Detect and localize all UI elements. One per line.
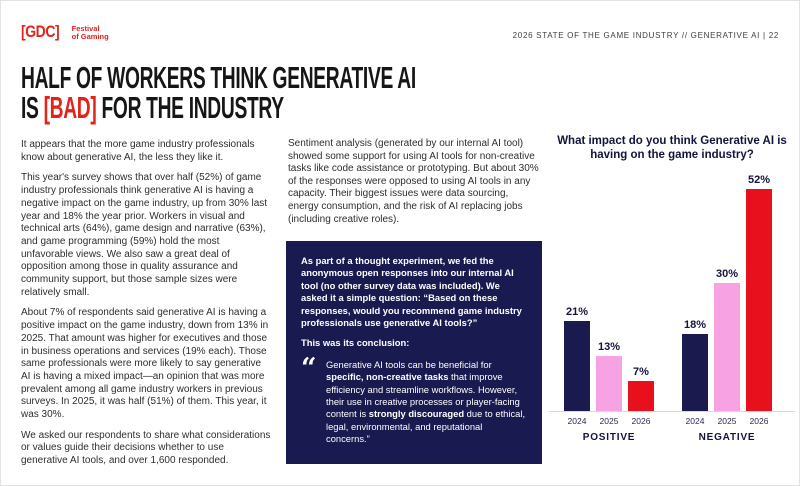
chart-bars (549, 162, 795, 412)
gdc-logo-tagline (72, 25, 109, 41)
year-tick-label: 2025 (717, 416, 737, 426)
chart-group-years-negative (682, 416, 772, 426)
bar-positive-2024 (564, 321, 590, 411)
quote-text (326, 359, 527, 446)
year-tick-label: 2024 (685, 416, 705, 426)
quote-bold-segment: specific, non-creative tasks (326, 371, 449, 383)
body-paragraph: This year's survey shows that over half (52%) of game industry professionals think generative AI is having a negative impact on the game industry, up from 30% last year and 18% the year prior. Workers in visual and technical arts (64%), game design and narrative (63%), and game programming (59%) hold the most unfavorable views. We also saw a great deal of opposition among those in quality assurance and community support, but those sample sizes were relatively small. (21, 172, 268, 298)
bar-negative-2025 (714, 283, 740, 411)
callout-experiment-text: As part of a thought experiment, we fed the anonymous open responses into our internal AI tool (no other survey data was included). We asked it a simple question: “Based on these responses, would you recommend game industry professionals use generative AI tools?” (301, 255, 522, 329)
page-title-line1: HALF OF WORKERS THINK GENERATIVE AI (21, 60, 416, 95)
page-title-line2-post: FOR THE INDUSTRY (96, 90, 284, 125)
report-breadcrumb: 2026 STATE OF THE GAME INDUSTRY // GENERATIVE AI | 22 (512, 31, 779, 40)
impact-bar-chart (549, 134, 795, 443)
bar-column (564, 306, 590, 411)
middle-column-intro: Sentiment analysis (generated by our internal AI tool) showed some support for using AI tools for non-creative tasks like code assistance or prototyping. But about 30% of the responses were opposed to using AI tools in any capacity. Their biggest issues were data sourcing, energy consumption, and the risk of AI replacing jobs (including creative roles). (288, 138, 539, 225)
body-paragraph: About 7% of respondents said generative AI is having a positive impact on the game industry, down from 13% in 2025. That amount was higher for executives and those in business operations and services (19% each). Those same professionals were more likely to say generative AI is having a mixed impact—an opinion that was more prevalent among all game industry workers in previous surveys. In 2025, it was half (51%) of them. This year, it was 30%. (21, 307, 269, 421)
bar-column (714, 268, 740, 411)
callout-conclusion-label: This was its conclusion: (301, 337, 410, 349)
bar-value-label: 30% (715, 267, 739, 280)
gdc-logo-tagline-line2: of Gaming (71, 32, 109, 41)
ai-experiment-callout (286, 241, 542, 464)
chart-group-label: NEGATIVE (698, 432, 756, 443)
chart-years (549, 416, 795, 426)
bar-positive-2026 (628, 381, 654, 411)
left-column (21, 139, 271, 476)
quote-segment: Generative AI tools can be beneficial for (326, 358, 492, 370)
bar-value-label: 52% (747, 173, 771, 186)
chart-group-positive (564, 306, 654, 411)
quote-segment: that improve efficiency and streamline workflows. However, their use in creative processes or player-facing content is (326, 371, 520, 420)
page-title-accent: [BAD] (43, 90, 97, 125)
quote-bold-segment: strongly discouraged (368, 408, 465, 420)
quote-segment: due to ethical, legal, environmental, and reputational concerns.” (326, 408, 526, 445)
quote-icon: “ (301, 352, 317, 384)
chart-group-label: POSITIVE (582, 432, 636, 443)
year-tick-label: 2026 (749, 416, 769, 426)
page-title-line2-pre: IS (21, 90, 44, 125)
gdc-logo-mark: [GDC] (21, 22, 60, 41)
bar-column (596, 341, 622, 412)
bar-negative-2024 (682, 334, 708, 411)
gdc-logo (21, 23, 109, 41)
page-title (21, 60, 416, 125)
ai-conclusion-quote (301, 352, 527, 446)
chart-group-years-positive (564, 416, 654, 426)
chart-title: What impact do you think Generative AI is having on the game industry? (557, 135, 787, 161)
year-tick-label: 2025 (599, 416, 619, 426)
body-paragraph: We asked our respondents to share what considerations or values guide their decisions whether to use generative AI tools, and over 1,600 responded. (21, 429, 271, 467)
body-paragraph: It appears that the more game industry professionals know about generative AI, the less they like it. (21, 139, 255, 163)
bar-value-label: 21% (565, 306, 589, 319)
bar-positive-2025 (596, 356, 622, 412)
bar-value-label: 13% (597, 340, 621, 353)
chart-group-labels (549, 432, 795, 443)
bar-negative-2026 (746, 189, 772, 411)
bar-column (682, 319, 708, 411)
year-tick-label: 2026 (631, 416, 651, 426)
chart-group-negative (682, 174, 772, 411)
bar-value-label: 7% (633, 366, 649, 379)
bar-column (746, 174, 772, 411)
gdc-logo-tagline-line1: Festival (71, 24, 100, 33)
year-tick-label: 2024 (567, 416, 587, 426)
bar-column (628, 366, 654, 411)
bar-value-label: 18% (683, 319, 707, 332)
